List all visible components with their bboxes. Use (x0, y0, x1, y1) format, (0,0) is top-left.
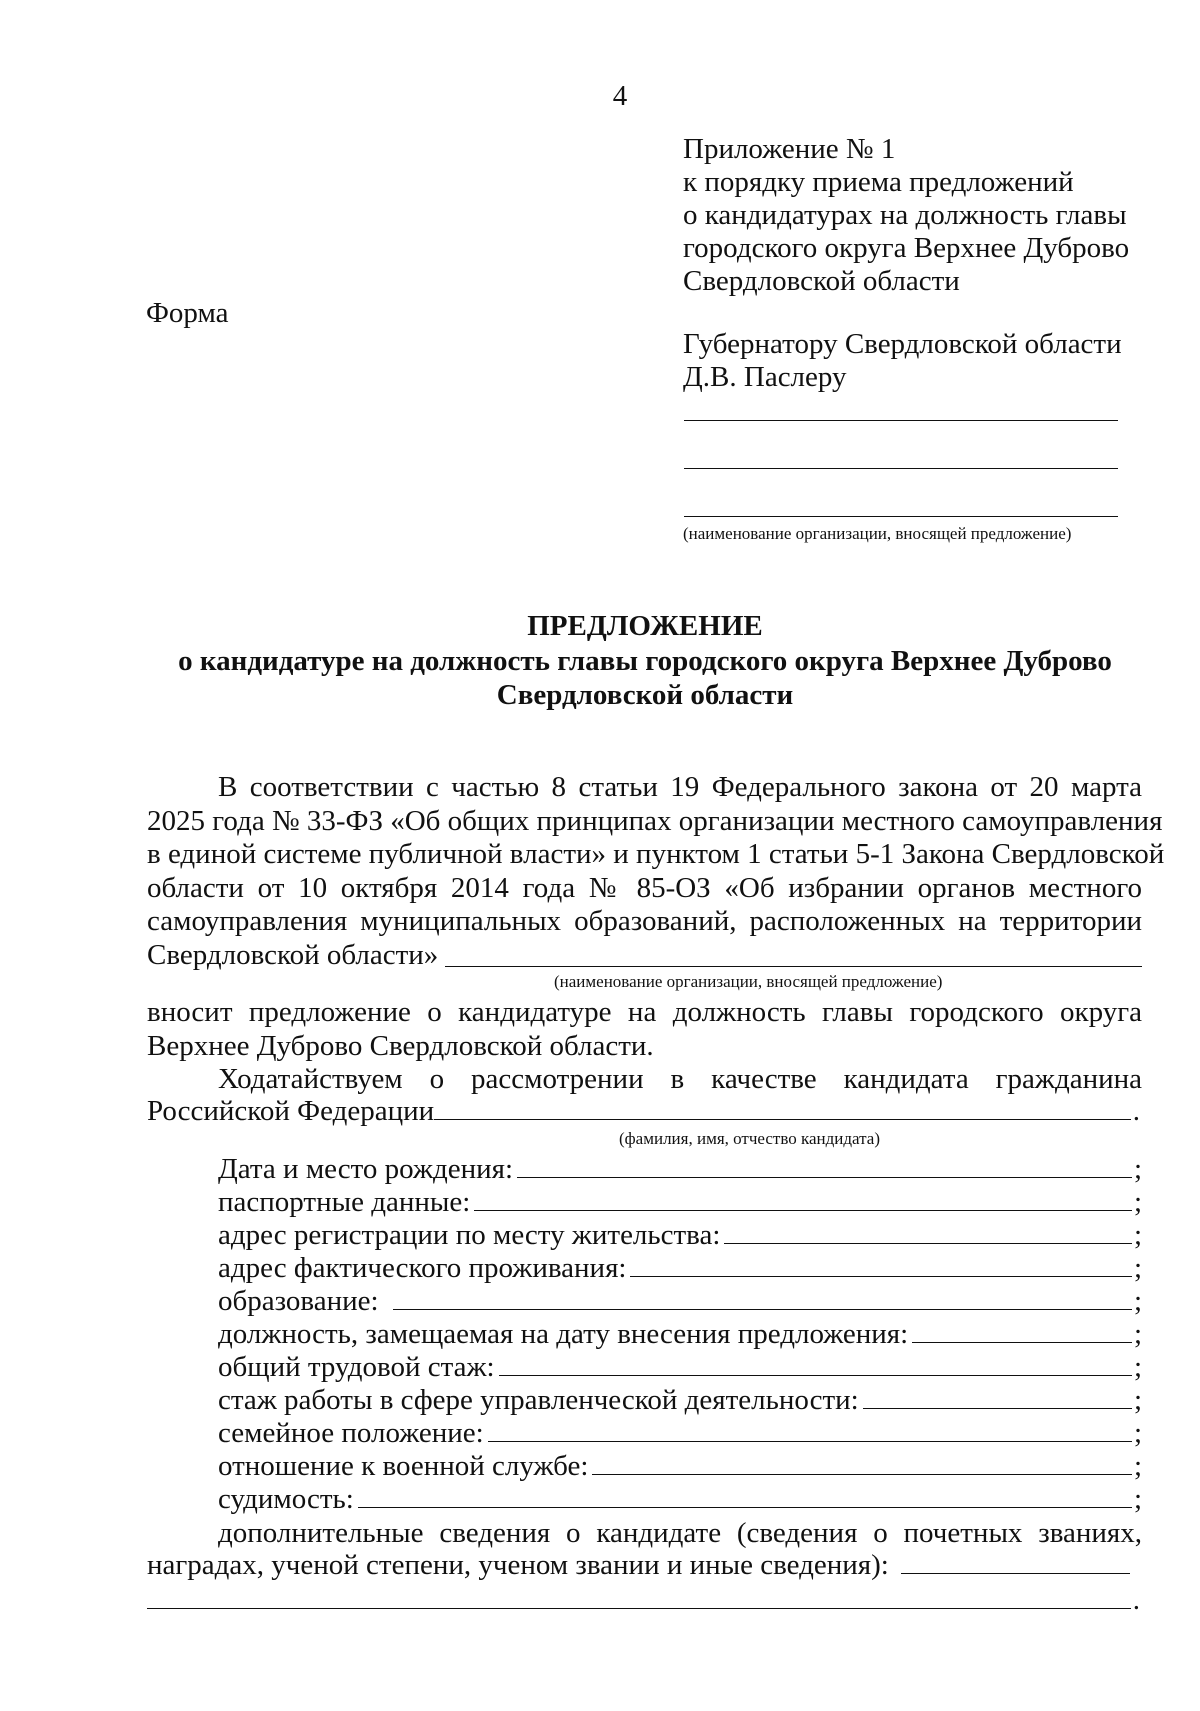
paragraph-line: самоуправления муниципальных образований, расположенных на территории (147, 905, 1142, 937)
organization-name-field[interactable] (445, 966, 1142, 967)
field-end: ; (1133, 1351, 1142, 1383)
field-label: общий трудовой стаж: (218, 1351, 495, 1383)
additional-row-2 (147, 1584, 1140, 1617)
field-row-marital-status (218, 1417, 1142, 1450)
organization-caption: (наименование организации, вносящей предложение) (554, 972, 943, 991)
criminal-record-field[interactable] (358, 1483, 1132, 1508)
paragraph-line: Ходатайствуем о рассмотрении в качестве кандидата гражданина (218, 1063, 1142, 1095)
field-label: судимость: (218, 1483, 354, 1515)
paragraph-line: в единой системе публичной власти» и пунктом 1 статьи 5-1 Закона Свердловской (147, 838, 1165, 870)
addressee-blank-line[interactable] (684, 468, 1118, 469)
field-label: адрес фактического проживания: (218, 1252, 627, 1284)
field-end: ; (1133, 1252, 1142, 1284)
document-subtitle-2: Свердловской области (496, 679, 794, 711)
residence-address-field[interactable] (630, 1252, 1131, 1277)
addressee-line-1: Губернатору Свердловской области (683, 328, 1122, 360)
additional-row (147, 1549, 1132, 1582)
paragraph-line: 2025 года № 33-ФЗ «Об общих принципах организации местного самоуправления (147, 805, 1163, 837)
appendix-line: городского округа Верхнее Дуброво (683, 232, 1130, 264)
field-row-residence (218, 1252, 1142, 1285)
field-end: ; (1133, 1153, 1142, 1185)
field-end: ; (1133, 1450, 1142, 1482)
field-label: образование: (218, 1285, 379, 1317)
page-number: 4 (612, 80, 628, 112)
field-row-military (218, 1450, 1142, 1483)
field-end: ; (1133, 1285, 1142, 1317)
paragraph-line: вносит предложение о кандидатуре на должность главы городского округа (147, 996, 1142, 1028)
document-subtitle-1: о кандидатуре на должность главы городского округа Верхнее Дуброво (178, 645, 1112, 677)
additional-label: наградах, ученой степени, ученом звании и иные сведения): (147, 1549, 889, 1581)
candidate-caption: (фамилия, имя, отчество кандидата) (619, 1129, 881, 1148)
field-label: отношение к военной службе: (218, 1450, 589, 1482)
addressee-blank-line[interactable] (684, 420, 1118, 421)
field-label: паспортные данные: (218, 1186, 471, 1218)
registration-address-field[interactable] (724, 1219, 1132, 1244)
field-label: должность, замещаемая на дату внесения предложения: (218, 1318, 909, 1350)
education-field[interactable] (393, 1285, 1132, 1310)
work-experience-field[interactable] (499, 1351, 1132, 1376)
additional-end: . (1132, 1584, 1140, 1616)
appendix-line: Приложение № 1 (683, 133, 896, 165)
field-label: стаж работы в сфере управленческой деятельности: (218, 1384, 859, 1416)
field-end: ; (1133, 1384, 1142, 1416)
field-end: ; (1133, 1483, 1142, 1515)
field-row-position (218, 1318, 1142, 1351)
field-label: Дата и место рождения: (218, 1153, 514, 1185)
management-experience-field[interactable] (863, 1384, 1132, 1409)
field-row-work-experience (218, 1351, 1142, 1384)
field-end: ; (1133, 1219, 1142, 1251)
field-row-management-experience (218, 1384, 1142, 1417)
appendix-line: к порядку приема предложений (683, 166, 1074, 198)
birth-field[interactable] (517, 1153, 1132, 1178)
paragraph-line: дополнительные сведения о кандидате (сведения о почетных званиях, (218, 1517, 1142, 1549)
position-field[interactable] (912, 1318, 1132, 1343)
military-service-field[interactable] (592, 1450, 1131, 1475)
field-row-criminal-record (218, 1483, 1142, 1516)
candidate-row (147, 1095, 1140, 1128)
appendix-line: о кандидатурах на должность главы (683, 199, 1127, 231)
field-row-birth (218, 1153, 1142, 1186)
field-row-registration (218, 1219, 1142, 1252)
addressee-line-2: Д.В. Паслеру (683, 361, 847, 393)
form-label: Форма (146, 297, 229, 329)
additional-info-field[interactable] (901, 1549, 1130, 1574)
paragraph-line: Свердловской области» (147, 939, 439, 971)
appendix-block (683, 133, 1129, 298)
addressee-caption: (наименование организации, вносящей предложение) (683, 524, 1072, 543)
field-label: семейное положение: (218, 1417, 484, 1449)
paragraph-line: области от 10 октября 2014 года № 85-ОЗ «Об избрании органов местного (147, 872, 1142, 904)
paragraph-line: Верхнее Дуброво Свердловской области. (147, 1030, 654, 1062)
field-label: адрес регистрации по месту жительства: (218, 1219, 721, 1251)
document-title: ПРЕДЛОЖЕНИЕ (527, 610, 763, 642)
field-row-passport (218, 1186, 1142, 1219)
addressee-blank-line[interactable] (684, 516, 1118, 517)
marital-status-field[interactable] (488, 1417, 1132, 1442)
paragraph-line: В соответствии с частью 8 статьи 19 Федерального закона от 20 марта (218, 771, 1142, 803)
additional-info-field-2[interactable] (147, 1584, 1131, 1609)
field-row-education (218, 1285, 1142, 1318)
appendix-line: Свердловской области (683, 265, 960, 297)
passport-field[interactable] (474, 1186, 1132, 1211)
candidate-end: . (1132, 1095, 1140, 1127)
candidate-label: Российской Федерации (147, 1095, 435, 1127)
field-end: ; (1133, 1417, 1142, 1449)
field-end: ; (1133, 1186, 1142, 1218)
field-end: ; (1133, 1318, 1142, 1350)
candidate-name-field[interactable] (434, 1095, 1131, 1120)
